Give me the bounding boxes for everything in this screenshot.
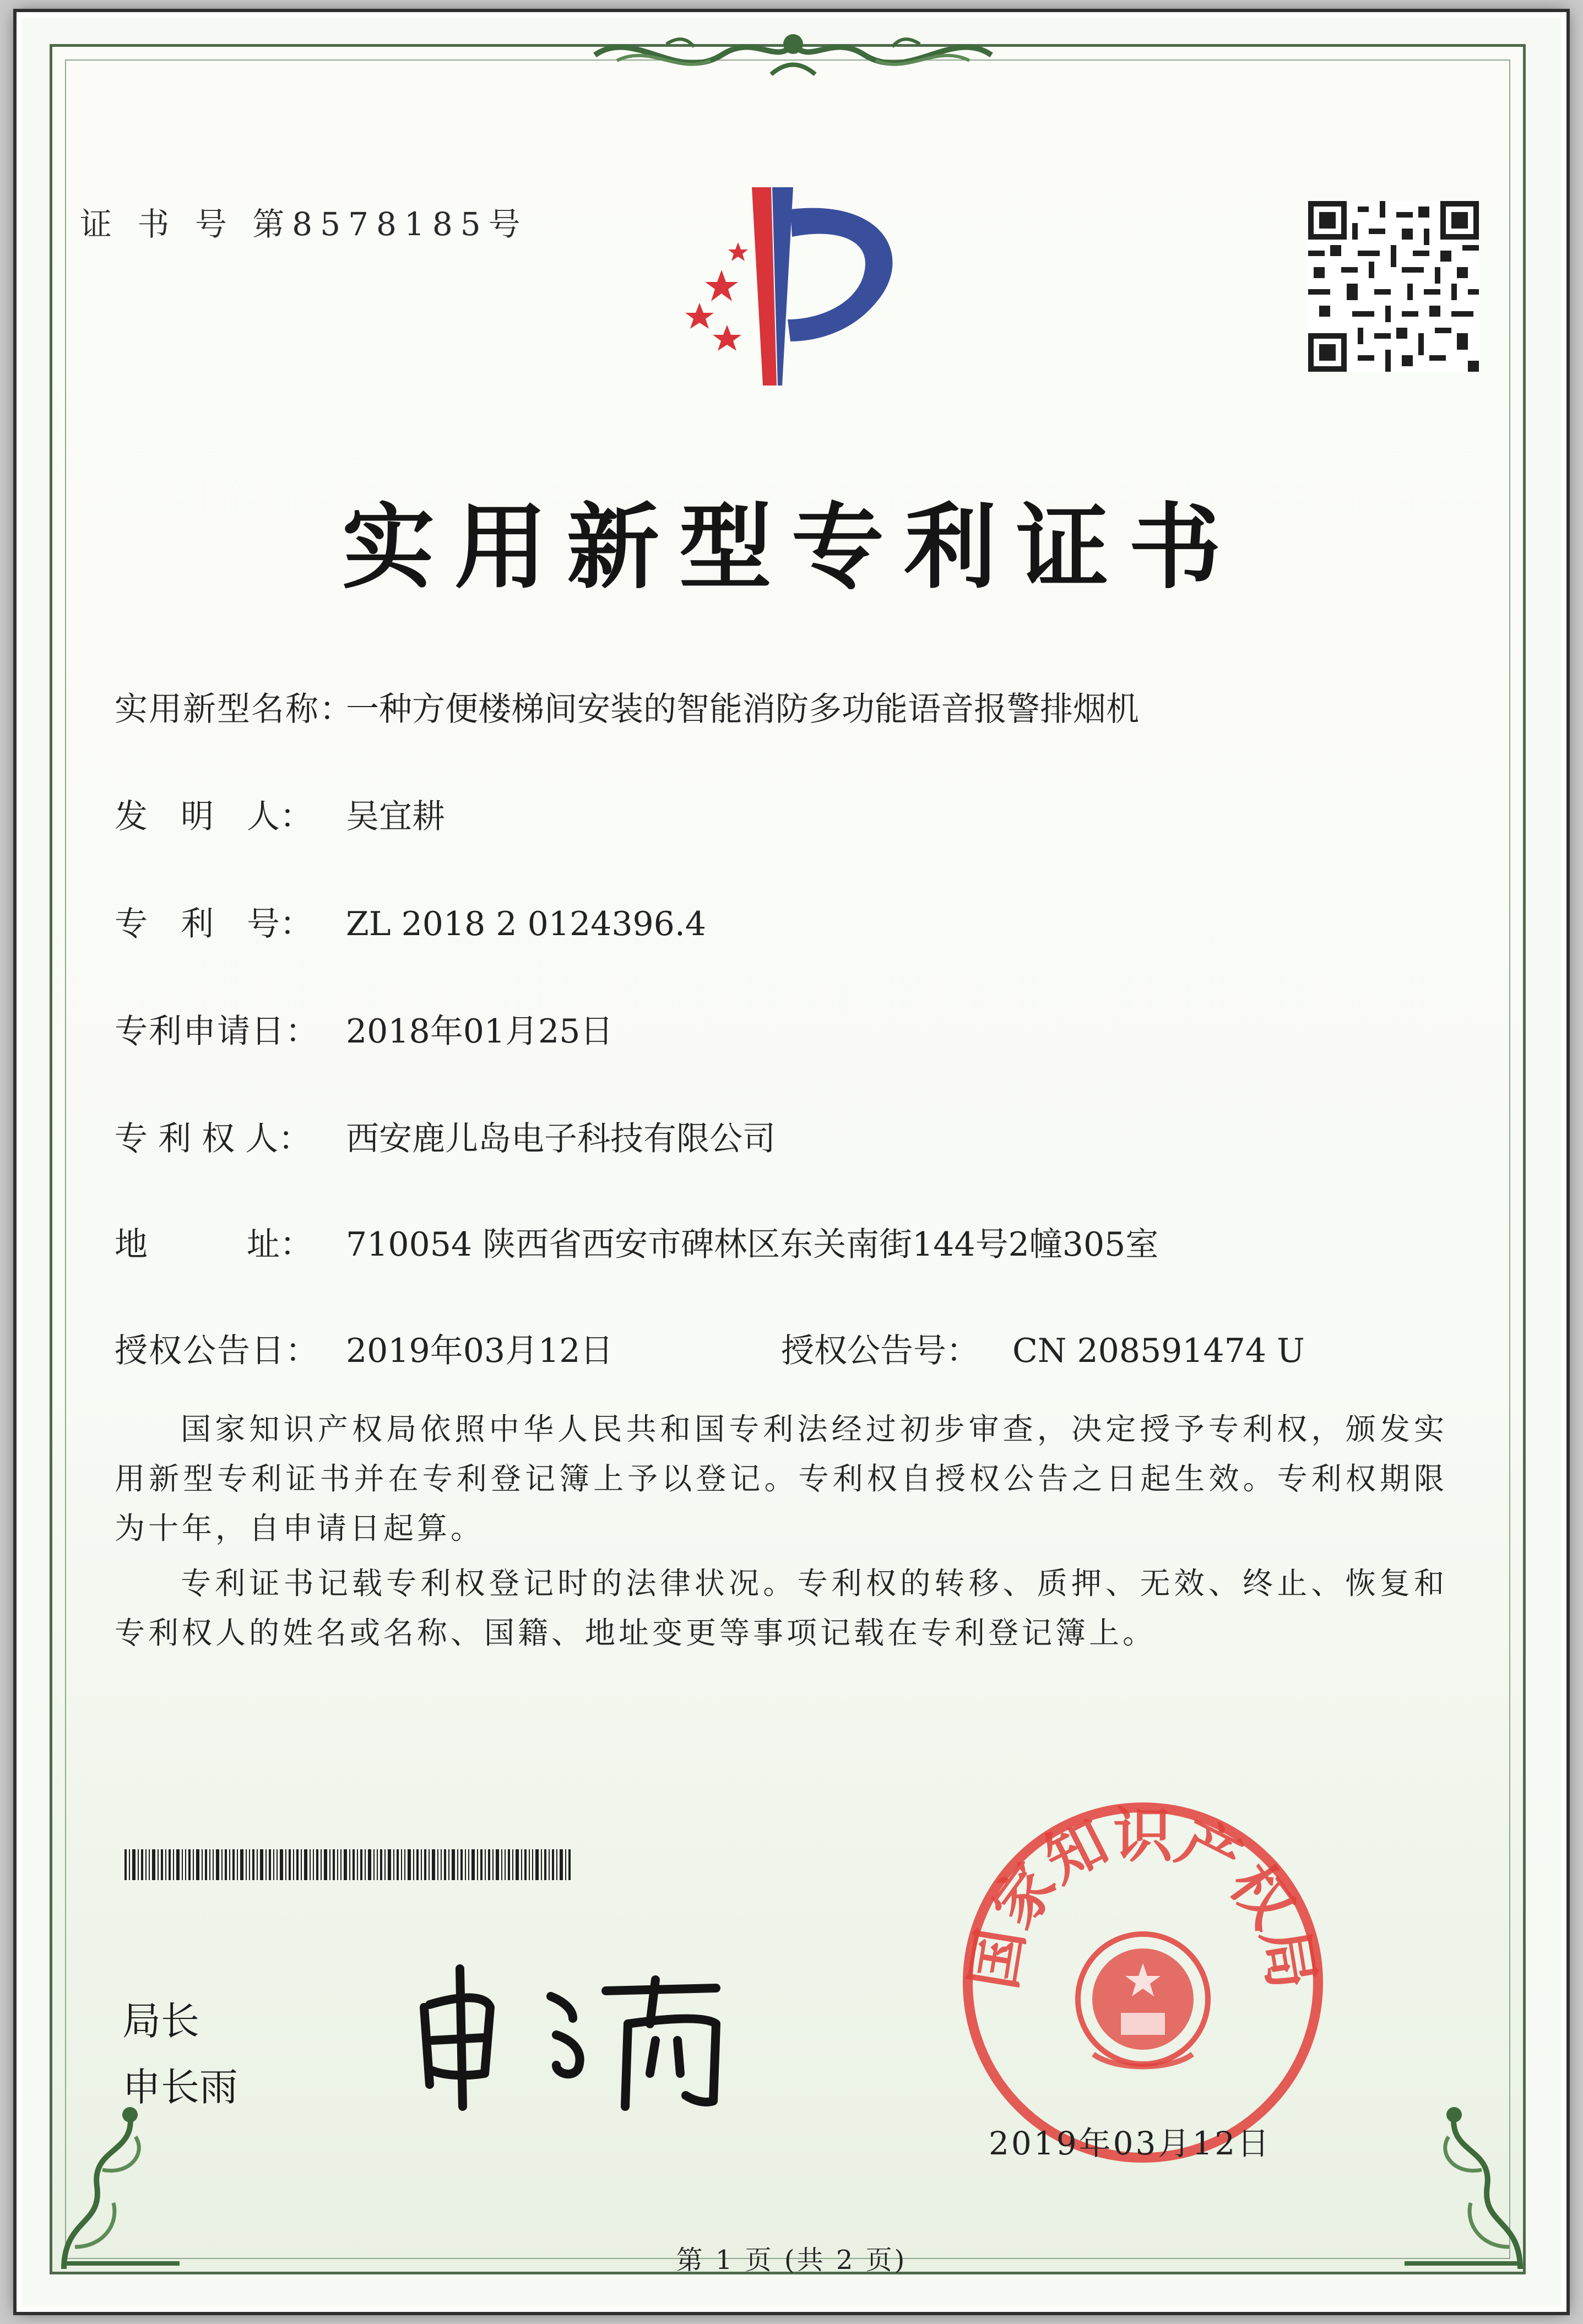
qr-code[interactable] [1308, 201, 1479, 374]
certificate-title: 实用新型专利证书 [342, 493, 1241, 601]
patent-office-logo [655, 176, 942, 399]
field-label: 专利申请日： [115, 1012, 319, 1051]
director-title: 局长 [122, 1999, 199, 2044]
official-seal [956, 1795, 1330, 2172]
field-label: 授权公告日： [115, 1332, 319, 1370]
field-label: 地 址： [115, 1225, 313, 1264]
field-value: 2018年01月25日 [346, 1012, 614, 1051]
field-filing-date [115, 1005, 613, 1052]
top-ornament [584, 22, 1002, 88]
field-label: 授权公告号： [781, 1332, 979, 1370]
field-label: 发 明 人： [115, 797, 313, 836]
field-inventor [115, 790, 445, 838]
director-signature [408, 1958, 804, 2114]
field-value: 710054 陕西省西安市碑林区东关南街144号2幢305室 [346, 1225, 1159, 1264]
page-indicator: 第 1 页 (共 2 页) [676, 2245, 907, 2276]
field-value: CN 208591474 U [1012, 1332, 1305, 1370]
director-block [122, 1988, 238, 2120]
field-label: 专 利 号： [115, 905, 313, 943]
field-value: 2019年03月12日 [346, 1332, 614, 1370]
field-patentee [115, 1112, 776, 1160]
field-grant-number [781, 1324, 1305, 1372]
body-paragraph-2: 专利证书记载专利权登记时的法律状况。专利权的转移、质押、无效、终止、恢复和专利权人的姓名或名称、国籍、地址变更等事项记载在专利登记簿上。 [115, 1566, 1448, 1650]
field-value: ZL 2018 2 0124396.4 [346, 905, 707, 943]
field-label: 实用新型名称： [115, 690, 354, 729]
field-value: 西安鹿儿岛电子科技有限公司 [346, 1120, 776, 1158]
certificate-number: 证 书 号 第8578185号 [80, 205, 528, 243]
field-utility-model-name [115, 683, 1139, 730]
seal-text: 国家知识产权局 [959, 1801, 1327, 1994]
field-value: 一种方便楼梯间安装的智能消防多功能语音报警排烟机 [346, 690, 1139, 729]
field-address [115, 1218, 1158, 1266]
field-value: 吴宜耕 [346, 797, 445, 836]
director-name: 申长雨 [122, 2065, 238, 2110]
field-label: 专 利 权 人： [115, 1120, 312, 1158]
field-patent-number [115, 898, 706, 945]
body-paragraph-1: 国家知识产权局依照中华人民共和国专利法经过初步审查，决定授予专利权，颁发实用新型专利证书并在专利登记簿上予以登记。专利权自授权公告之日起生效。专利权期限为十年，自申请日起算。 [115, 1411, 1448, 1546]
seal-date: 2019年03月12日 [989, 2125, 1272, 2162]
field-grant-date [115, 1324, 613, 1372]
barcode [124, 1849, 571, 1882]
